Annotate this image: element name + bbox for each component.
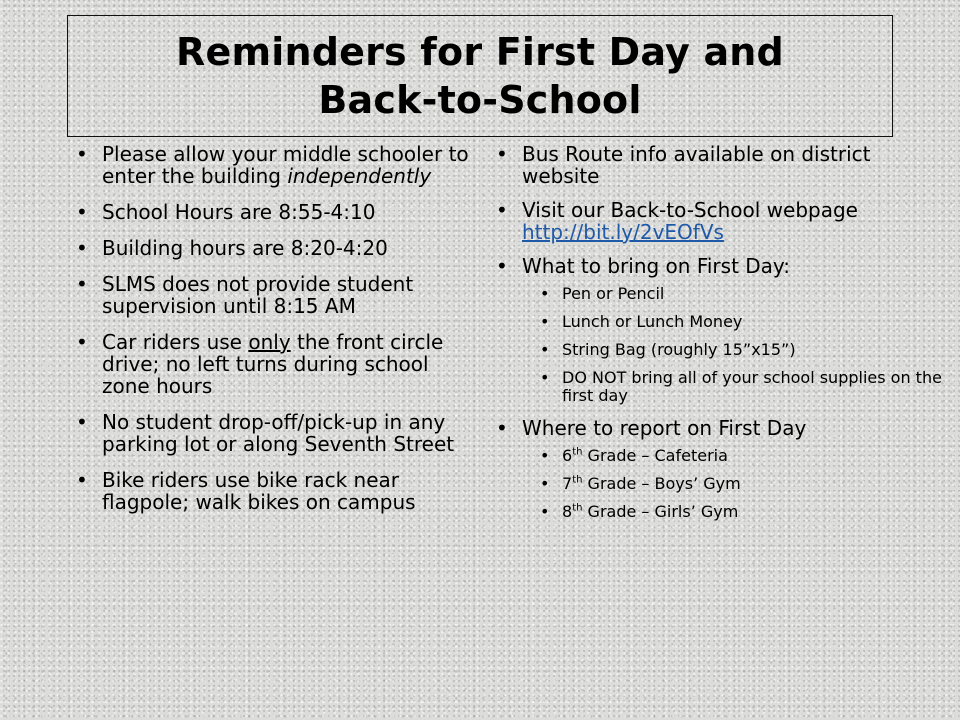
title-line-1: Reminders for First Day and (176, 30, 784, 74)
list-item: • 7th Grade – Boys’ Gym (540, 475, 946, 493)
bullet-bus-route: • Bus Route info available on district website (496, 143, 946, 187)
bullet-bike-riders: • Bike riders use bike rack near flagpole; walk bikes on campus (76, 469, 471, 513)
bullet-independent-entry: • Please allow your middle schooler to enter the building independently (76, 143, 471, 187)
bullet-what-to-bring: • What to bring on First Day: • Pen or Pencil • Lunch or Lunch Money • String Bag (roughly 15”x15”) • DO NOT bring all of your school supplies on the first day (496, 255, 946, 405)
list-item: • 6th Grade – Cafeteria (540, 447, 946, 465)
emphasis-independently: independently (287, 164, 432, 188)
page-title (176, 28, 784, 124)
title-line-2: Back-to-School (318, 78, 642, 122)
bullet-car-riders: • Car riders use only the front circle drive; no left turns during school zone hours (76, 331, 471, 397)
right-column (496, 143, 946, 533)
list-item: • Lunch or Lunch Money (540, 313, 946, 331)
left-bullet-list (76, 143, 471, 513)
list-item: • String Bag (roughly 15”x15”) (540, 341, 946, 359)
list-item: • Pen or Pencil (540, 285, 946, 303)
list-item: • DO NOT bring all of your school supplies on the first day (540, 369, 946, 405)
bullet-building-hours: • Building hours are 8:20-4:20 (76, 237, 471, 259)
back-to-school-link[interactable]: http://bit.ly/2vEOfVs (522, 220, 724, 244)
title-box (67, 15, 893, 137)
bullet-school-hours: • School Hours are 8:55-4:10 (76, 201, 471, 223)
right-bullet-list (496, 143, 946, 521)
bullet-where-to-report: • Where to report on First Day • 6th Grade – Cafeteria • 7th Grade – Boys’ Gym • 8th Grade – Girls’ Gym (496, 417, 946, 521)
bullet-drop-off: • No student drop-off/pick-up in any parking lot or along Seventh Street (76, 411, 471, 455)
report-list (540, 447, 946, 521)
underline-only: only (248, 330, 291, 354)
bullet-webpage: • Visit our Back-to-School webpage http://bit.ly/2vEOfVs (496, 199, 946, 243)
list-item: • 8th Grade – Girls’ Gym (540, 503, 946, 521)
left-column (76, 143, 471, 527)
bullet-supervision: • SLMS does not provide student supervision until 8:15 AM (76, 273, 471, 317)
bring-list (540, 285, 946, 405)
